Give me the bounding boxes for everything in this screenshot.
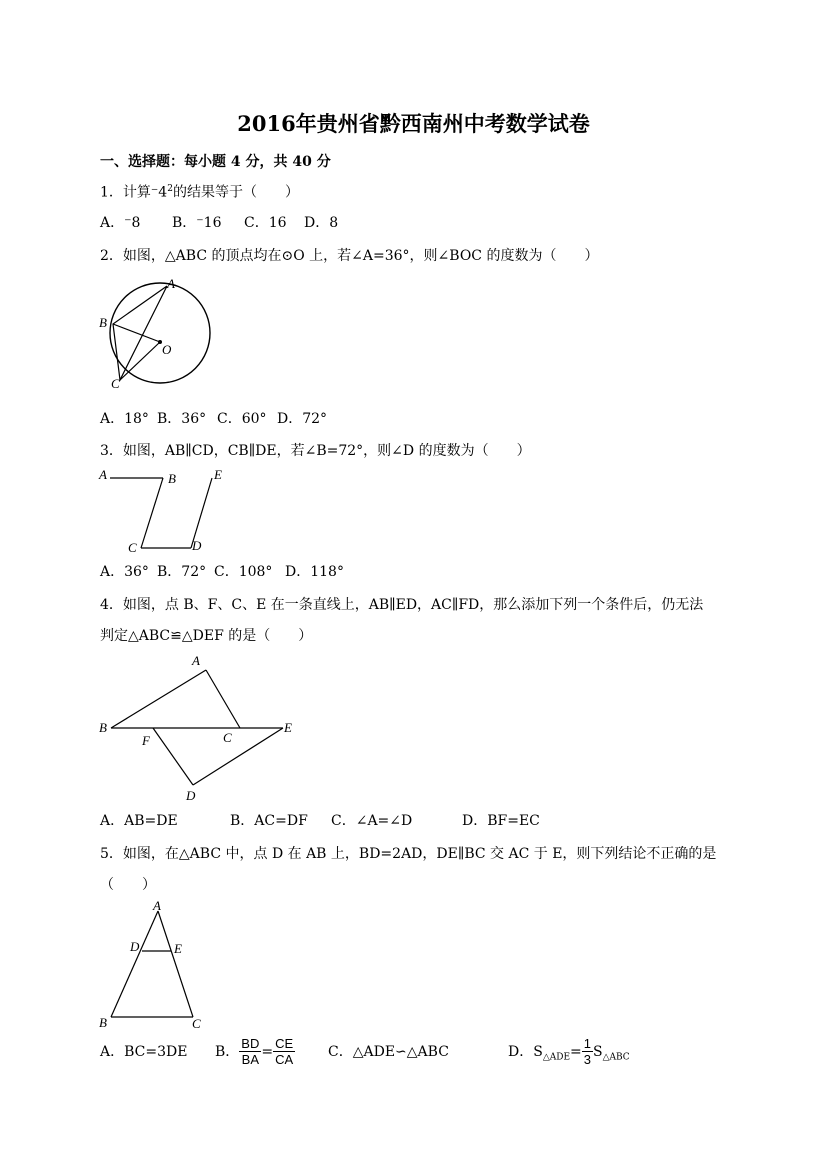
question-4-stem-line-1: 4．如图，点 B、F、C、E 在一条直线上，AB∥ED，AC∥FD，那么添加下列一个条件后，仍无法 — [100, 597, 704, 613]
option-d: D．8 — [304, 215, 339, 231]
question-5-options — [100, 1036, 630, 1072]
label-a: A — [153, 898, 161, 913]
option-a: A．AB=DE — [100, 813, 178, 829]
label-d: D — [186, 788, 196, 803]
option-c: C．60° — [217, 411, 267, 427]
label-a: A — [192, 653, 200, 668]
fraction-ce-ca: $\frac{CE}{CA}$ — [275, 1036, 294, 1067]
option-b: B．AC=DF — [230, 813, 308, 829]
label-d: D — [130, 939, 140, 954]
page-title: 2016年贵州省黔西南州中考数学试卷 — [237, 111, 590, 136]
option-a: A．⁻8 — [100, 215, 141, 231]
label-b: B — [99, 315, 107, 330]
question-5-stem-line-2: （ ） — [100, 877, 156, 893]
label-a: A — [99, 467, 107, 482]
option-c: C．∠A=∠D — [331, 813, 413, 829]
option-c: C．16 — [244, 215, 287, 231]
label-c: C — [192, 1016, 201, 1031]
label-f: F — [142, 733, 150, 748]
congruent-triangles-figure — [96, 650, 306, 802]
circle-triangle-figure — [96, 276, 220, 396]
question-1-options — [100, 214, 338, 232]
question-2-stem: 2．如图，△ABC 的顶点均在⊙O 上，若∠A=36°，则∠BOC 的度数为（ ） — [100, 248, 599, 264]
option-b: B．72° — [157, 564, 207, 580]
label-d: D — [192, 538, 202, 553]
question-3-options — [100, 563, 344, 581]
question-5-stem-line-1: 5．如图，在△ABC 中，点 D 在 AB 上，BD=2AD，DE∥BC 交 AC 于 E，则下列结论不正确的是 — [100, 846, 717, 862]
label-b: B — [99, 720, 107, 735]
label-o: O — [162, 342, 172, 357]
question-1-stem: 1．计算$^-4^2$的结果等于（ ） — [100, 184, 299, 201]
option-c: C．△ADE∽△ABC — [328, 1043, 449, 1060]
option-b: B． $\frac{BD}{BA}$ = $\frac{CE}{CA}$ — [215, 1036, 294, 1067]
label-e: E — [284, 720, 292, 735]
question-4-options — [100, 812, 540, 830]
section-heading: 一、选择题：每小题 4 分，共 40 分 — [100, 154, 331, 170]
label-b: B — [99, 1015, 107, 1030]
option-d: D．BF=EC — [462, 813, 540, 829]
parallel-lines-figure — [96, 466, 236, 560]
label-c: C — [223, 730, 232, 745]
label-e: E — [214, 467, 222, 482]
option-c: C．108° — [214, 564, 273, 580]
option-a: A．36° — [100, 564, 149, 580]
fraction-bd-ba: $\frac{BD}{BA}$ — [241, 1036, 260, 1067]
similar-triangles-figure — [96, 898, 216, 1036]
question-2-options — [100, 410, 327, 428]
label-b: B — [168, 471, 176, 486]
question-4-stem-line-2: 判定△ABC≌△DEF 的是（ ） — [100, 628, 313, 644]
option-d: D．72° — [277, 411, 328, 427]
option-d: D．118° — [285, 564, 344, 580]
option-b: B．36° — [157, 411, 207, 427]
option-a: A．18° — [100, 411, 149, 427]
fraction-one-third: $\frac{1}{3}$ — [583, 1036, 592, 1067]
question-3-stem: 3．如图，AB∥CD，CB∥DE，若∠B=72°，则∠D 的度数为（ ） — [100, 443, 531, 459]
label-a: A — [167, 276, 175, 291]
label-c: C — [128, 540, 137, 555]
option-a: A．BC=3DE — [100, 1043, 188, 1060]
label-c: C — [111, 376, 120, 391]
option-d: D．$S_{\triangle ADE}=$ $\frac{1}{3}$ $S_{\triangle ABC}$ — [508, 1036, 630, 1067]
option-b: B．⁻16 — [172, 215, 222, 231]
label-e: E — [174, 941, 182, 956]
